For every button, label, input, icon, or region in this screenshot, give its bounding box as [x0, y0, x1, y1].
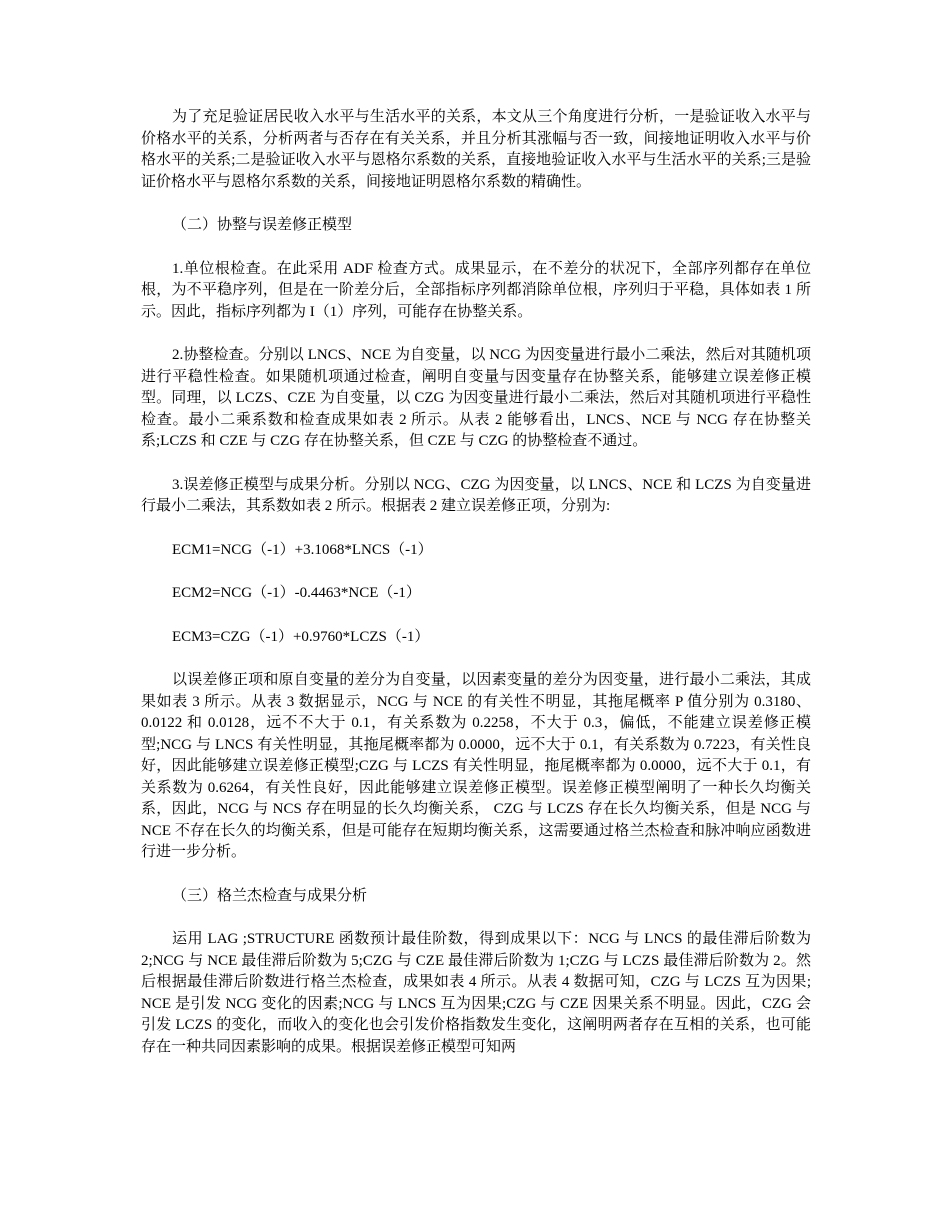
paragraph-unit-root-test: 1.单位根检查。在此采用 ADF 检查方式。成果显示，在不差分的状况下，全部序列都存在单位根，为不平稳序列，但是在一阶差分后，全部指标序列都消除单位根，序列归于平稳，具体如表 1 所示。因此，指标序列都为 I（1）序列，可能存在协整关系。 [141, 260, 811, 320]
equation-ecm3: ECM3=CZG（-1）+0.9760*LCZS（-1） [172, 628, 430, 645]
equation-ecm2: ECM2=NCG（-1）-0.4463*NCE（-1） [172, 585, 421, 601]
paragraph-granger-results: 运用 LAG ;STRUCTURE 函数预计最佳阶数，得到成果以下：NCG 与 LNCS 的最佳滞后阶数为 2;NCG 与 NCE 最佳滞后阶数为 5;CZG 与 CZE 最佳滞后阶数为 1;CZG 与 LCZS 最佳滞后阶数为 2。然后根据最佳滞后阶数进行格兰杰检查，成果如表 4 所示。从表 4 数据可知，CZG 与 LCZS 互为因果; NCE 是引发 NCG 变化的因素;NCG 与 LNCS 互为因果;CZG 与 CZE 因果关系不明显。因此，CZG 会引发 LCZS 的变化，而收入的变化也会引发价格指数发生变化，这阐明两者存在互相的关系，也可能存在一种共同因素影响的成果。根据误差修正模型可知两 [141, 931, 811, 1055]
section-heading-granger: （三）格兰杰检查与成果分析 [172, 887, 368, 904]
paragraph-error-correction-model: 3.误差修正模型与成果分析。分别以 NCG、CZG 为因变量，以 LNCS、NCE 和 LCZS 为自变量进行最小二乘法，其系数如表 2 所示。根据表 2 建立误差修正项，分别为: [141, 476, 811, 514]
paragraph-intro: 为了充足验证居民收入水平与生活水平的关系，本文从三个角度进行分析，一是验证收入水平与价格水平的关系，分析两者与否存在有关关系，并且分析其涨幅与否一致，间接地证明收入水平与价格水平的关系;二是验证收入水平与恩格尔系数的关系，直接地验证收入水平与生活水平的关系;三是验证价格水平与恩格尔系数的关系，间接地证明恩格尔系数的精确性。 [141, 109, 811, 190]
paragraph-cointegration-test: 2.协整检查。分别以 LNCS、NCE 为自变量，以 NCG 为因变量进行最小二乘法，然后对其随机项进行平稳性检查。如果随机项通过检查，阐明自变量与因变量存在协整关系，能够建立误差修正模型。同理，以 LCZS、CZE 为自变量，以 CZG 为因变量进行最小二乘法，然后对其随机项进行平稳性检查。最小二乘系数和检查成果如表 2 所示。从表 2 能够看出，LNCS、NCE 与 NCG 存在协整关系;LCZS 和 CZE 与 CZG 存在协整关系，但 CZE 与 CZG 的协整检查不通过。 [141, 347, 811, 449]
paragraph-ecm-results: 以误差修正项和原自变量的差分为自变量，以因素变量的差分为因变量，进行最小二乘法，其成果如表 3 所示。从表 3 数据显示，NCG 与 NCE 的有关性不明显，其拖尾概率 P 值分别为 0.3180、0.0122 和 0.0128，远不不大于 0.1，有关系数为 0.2258，不大于 0.3，偏低，不能建立误差修正模型;NCG 与 LNCS 有关性明显，其拖尾概率都为 0.0000，远不大于 0.1，有关系数为 0.7223，有关性良好，因此能够建立误差修正模型;CZG 与 LCZS 有关性明显，拖尾概率都为 0.0000，远不大于 0.1，有关系数为 0.6264，有关性良好，因此能够建立误差修正模型。误差修正模型阐明了一种长久均衡关系，因此，NCG 与 NCS 存在明显的长久均衡关系， CZG 与 LCZS 存在长久均衡关系，但是 NCG 与 NCE 不存在长久的均衡关系，但是可能存在短期均衡关系，这需要通过格兰杰检查和脉冲响应函数进行进一步分析。 [141, 672, 811, 860]
equation-ecm1: ECM1=NCG（-1）+3.1068*LNCS（-1） [172, 541, 433, 558]
section-heading-cointegration: （二）协整与误差修正模型 [172, 217, 353, 233]
document-body [141, 107, 811, 1058]
